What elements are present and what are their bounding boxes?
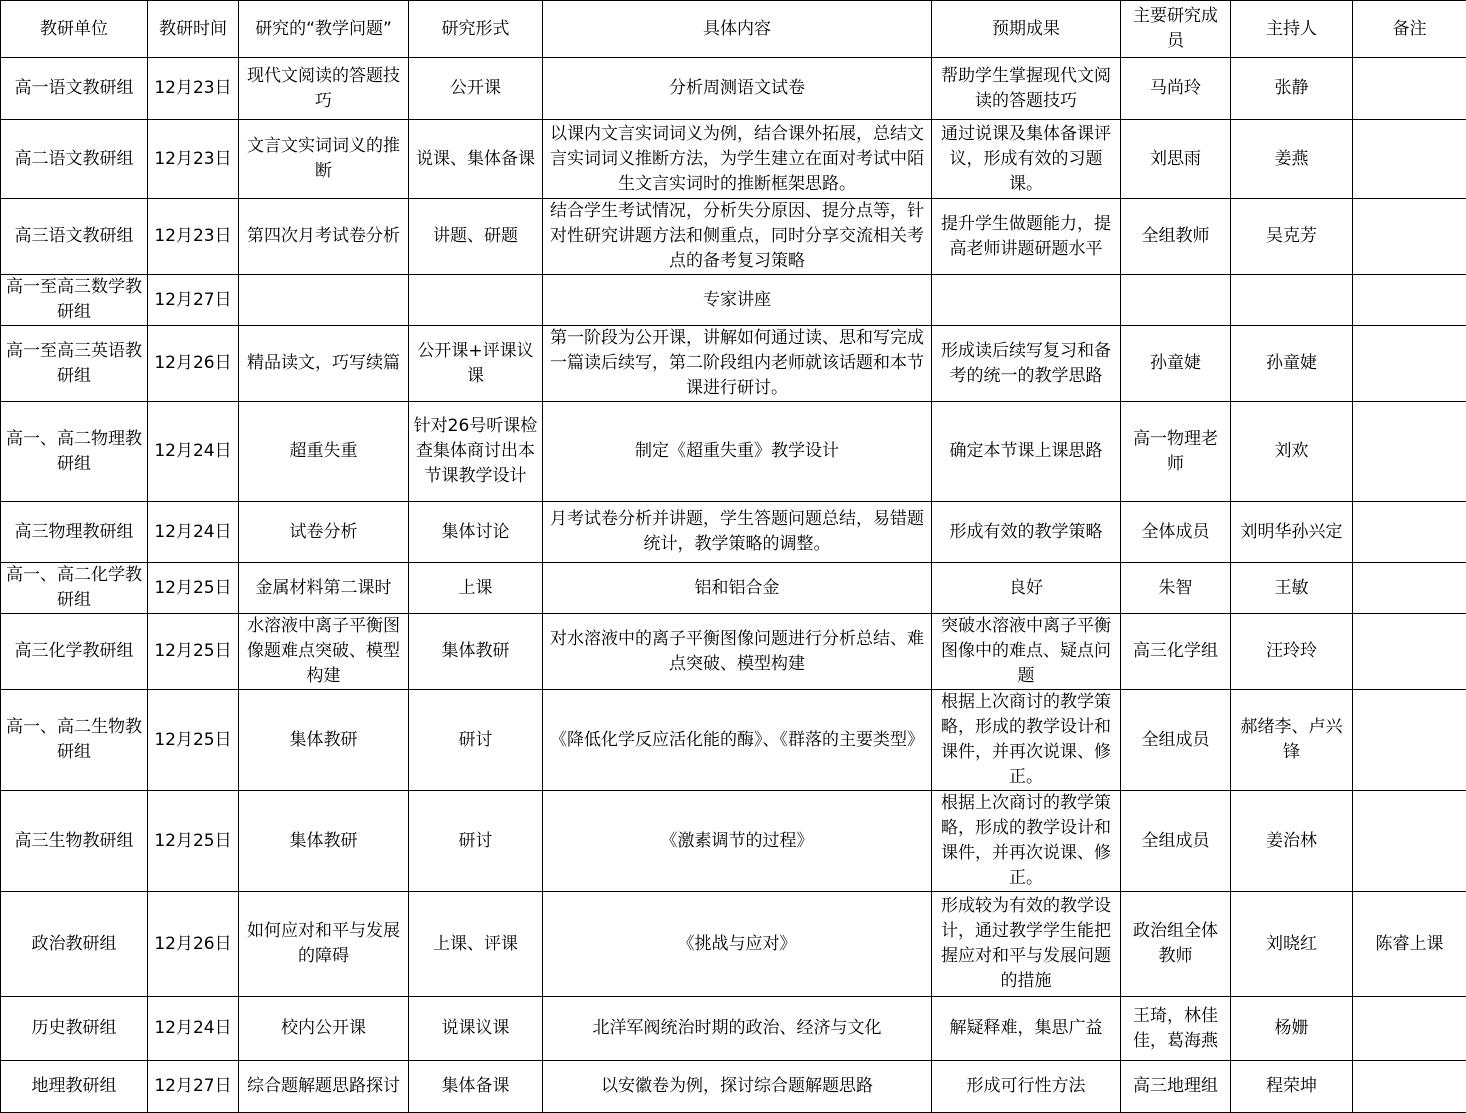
cell-content: 以课内文言实词词义为例，结合课外拓展，总结文言实词词义推断方法，为学生建立在面对考试中陌生文言实词时的推断框架思路。 [543,120,932,199]
cell-form: 说课、集体备课 [409,120,543,199]
cell-unit: 政治教研组 [1,892,148,997]
cell-form: 公开课+评课议课 [409,326,543,402]
cell-problem: 综合题解题思路探讨 [239,1061,409,1113]
cell-problem: 水溶液中离子平衡图像题难点突破、模型构建 [239,614,409,690]
cell-unit: 高三化学教研组 [1,614,148,690]
cell-problem: 精品读文，巧写续篇 [239,326,409,402]
cell-problem: 如何应对和平与发展的障碍 [239,892,409,997]
cell-host: 汪玲玲 [1231,614,1353,690]
table-body [1,58,1466,1113]
cell-time: 12月25日 [148,791,239,892]
cell-notes [1353,275,1466,326]
cell-outcome: 突破水溶液中离子平衡图像中的难点、疑点问题 [932,614,1121,690]
cell-content: 以安徽卷为例，探讨综合题解题思路 [543,1061,932,1113]
table-row [1,791,1466,892]
cell-content: 月考试卷分析并讲题，学生答题问题总结，易错题统计，教学策略的调整。 [543,502,932,563]
cell-notes [1353,402,1466,502]
cell-time: 12月23日 [148,58,239,120]
col-header-form: 研究形式 [409,1,543,58]
cell-unit: 高一语文教研组 [1,58,148,120]
cell-members: 全组教师 [1121,199,1231,275]
cell-content: 专家讲座 [543,275,932,326]
cell-outcome: 提升学生做题能力，提高老师讲题研题水平 [932,199,1121,275]
cell-host: 孙童婕 [1231,326,1353,402]
cell-content: 分析周测语文试卷 [543,58,932,120]
cell-form: 针对26号听课检查集体商讨出本节课教学设计 [409,402,543,502]
cell-content: 第一阶段为公开课，讲解如何通过读、思和写完成一篇读后续写，第二阶段组内老师就该话题和本节课进行研讨。 [543,326,932,402]
cell-outcome: 根据上次商讨的教学策略，形成的教学设计和课件，并再次说课、修正。 [932,690,1121,791]
cell-unit: 高三语文教研组 [1,199,148,275]
col-header-members: 主要研究成员 [1121,1,1231,58]
cell-unit: 地理教研组 [1,1061,148,1113]
cell-time: 12月26日 [148,892,239,997]
col-header-notes: 备注 [1353,1,1466,58]
cell-problem: 文言文实词词义的推断 [239,120,409,199]
cell-notes: 陈睿上课 [1353,892,1466,997]
cell-problem: 集体教研 [239,791,409,892]
cell-problem: 超重失重 [239,402,409,502]
cell-members: 政治组全体教师 [1121,892,1231,997]
cell-form: 集体教研 [409,614,543,690]
cell-form: 集体讨论 [409,502,543,563]
cell-content: 铝和铝合金 [543,563,932,614]
cell-members: 高三化学组 [1121,614,1231,690]
table-row [1,120,1466,199]
cell-host [1231,275,1353,326]
cell-form: 说课议课 [409,997,543,1061]
cell-members: 刘思雨 [1121,120,1231,199]
cell-outcome: 帮助学生掌握现代文阅读的答题技巧 [932,58,1121,120]
cell-members: 高一物理老师 [1121,402,1231,502]
cell-host: 刘明华孙兴定 [1231,502,1353,563]
cell-unit: 高二语文教研组 [1,120,148,199]
cell-unit: 高一、高二物理教研组 [1,402,148,502]
cell-outcome: 形成可行性方法 [932,1061,1121,1113]
cell-content: 结合学生考试情况，分析失分原因、提分点等，针对性研究讲题方法和侧重点，同时分享交流相关考点的备考复习策略 [543,199,932,275]
cell-members: 全体成员 [1121,502,1231,563]
cell-host: 刘晓红 [1231,892,1353,997]
cell-notes [1353,120,1466,199]
cell-notes [1353,791,1466,892]
cell-problem: 金属材料第二课时 [239,563,409,614]
cell-form: 集体备课 [409,1061,543,1113]
cell-time: 12月23日 [148,199,239,275]
cell-host: 郝绪李、卢兴锋 [1231,690,1353,791]
table-row [1,1061,1466,1113]
cell-outcome [932,275,1121,326]
cell-notes [1353,1061,1466,1113]
cell-time: 12月24日 [148,402,239,502]
table-row [1,58,1466,120]
cell-time: 12月24日 [148,502,239,563]
cell-unit: 历史教研组 [1,997,148,1061]
cell-notes [1353,199,1466,275]
cell-notes [1353,563,1466,614]
cell-notes [1353,326,1466,402]
cell-form: 研讨 [409,690,543,791]
cell-outcome: 形成读后续写复习和备考的统一的教学思路 [932,326,1121,402]
cell-content: 《挑战与应对》 [543,892,932,997]
cell-content: 对水溶液中的离子平衡图像问题进行分析总结、难点突破、模型构建 [543,614,932,690]
cell-problem [239,275,409,326]
cell-time: 12月27日 [148,275,239,326]
col-header-unit: 教研单位 [1,1,148,58]
table-row [1,326,1466,402]
cell-members: 全组成员 [1121,791,1231,892]
cell-time: 12月27日 [148,1061,239,1113]
table-row [1,275,1466,326]
cell-form [409,275,543,326]
table-row [1,892,1466,997]
table-row [1,502,1466,563]
cell-form: 公开课 [409,58,543,120]
cell-unit: 高一、高二化学教研组 [1,563,148,614]
cell-time: 12月23日 [148,120,239,199]
col-header-time: 教研时间 [148,1,239,58]
cell-notes [1353,997,1466,1061]
col-header-problem: 研究的“教学问题” [239,1,409,58]
cell-notes [1353,58,1466,120]
cell-form: 讲题、研题 [409,199,543,275]
cell-host: 张静 [1231,58,1353,120]
cell-host: 杨姗 [1231,997,1353,1061]
col-header-host: 主持人 [1231,1,1353,58]
table-row [1,563,1466,614]
table-row [1,402,1466,502]
cell-notes [1353,502,1466,563]
cell-content: 《降低化学反应活化能的酶》、《群落的主要类型》 [543,690,932,791]
cell-outcome: 根据上次商讨的教学策略，形成的教学设计和课件，并再次说课、修正。 [932,791,1121,892]
cell-members: 孙童婕 [1121,326,1231,402]
cell-problem: 校内公开课 [239,997,409,1061]
cell-members: 朱智 [1121,563,1231,614]
col-header-content: 具体内容 [543,1,932,58]
cell-outcome: 通过说课及集体备课评议，形成有效的习题课。 [932,120,1121,199]
cell-members: 高三地理组 [1121,1061,1231,1113]
cell-notes [1353,690,1466,791]
table-row [1,614,1466,690]
cell-form: 上课 [409,563,543,614]
cell-unit: 高三生物教研组 [1,791,148,892]
cell-unit: 高一至高三数学教研组 [1,275,148,326]
cell-problem: 集体教研 [239,690,409,791]
cell-content: 《激素调节的过程》 [543,791,932,892]
cell-members: 全组成员 [1121,690,1231,791]
table-row [1,690,1466,791]
cell-host: 吴克芳 [1231,199,1353,275]
cell-unit: 高一至高三英语教研组 [1,326,148,402]
cell-time: 12月25日 [148,614,239,690]
cell-content: 制定《超重失重》教学设计 [543,402,932,502]
cell-form: 研讨 [409,791,543,892]
cell-members: 王琦，林佳佳，葛海燕 [1121,997,1231,1061]
cell-host: 刘欢 [1231,402,1353,502]
col-header-outcome: 预期成果 [932,1,1121,58]
cell-host: 姜燕 [1231,120,1353,199]
cell-content: 北洋军阀统治时期的政治、经济与文化 [543,997,932,1061]
cell-unit: 高一、高二生物教研组 [1,690,148,791]
cell-members [1121,275,1231,326]
cell-time: 12月24日 [148,997,239,1061]
cell-members: 马尚玲 [1121,58,1231,120]
cell-form: 上课、评课 [409,892,543,997]
cell-problem: 试卷分析 [239,502,409,563]
cell-outcome: 确定本节课上课思路 [932,402,1121,502]
cell-outcome: 形成有效的教学策略 [932,502,1121,563]
cell-problem: 第四次月考试卷分析 [239,199,409,275]
cell-problem: 现代文阅读的答题技巧 [239,58,409,120]
table-row [1,997,1466,1061]
cell-host: 姜治林 [1231,791,1353,892]
cell-unit: 高三物理教研组 [1,502,148,563]
cell-host: 王敏 [1231,563,1353,614]
table-row [1,199,1466,275]
cell-outcome: 形成较为有效的教学设计，通过教学学生能把握应对和平与发展问题的措施 [932,892,1121,997]
cell-outcome: 解疑释难，集思广益 [932,997,1121,1061]
header-row [1,1,1466,58]
cell-host: 程荣坤 [1231,1061,1353,1113]
cell-time: 12月25日 [148,690,239,791]
cell-time: 12月25日 [148,563,239,614]
cell-notes [1353,614,1466,690]
cell-time: 12月26日 [148,326,239,402]
cell-outcome: 良好 [932,563,1121,614]
